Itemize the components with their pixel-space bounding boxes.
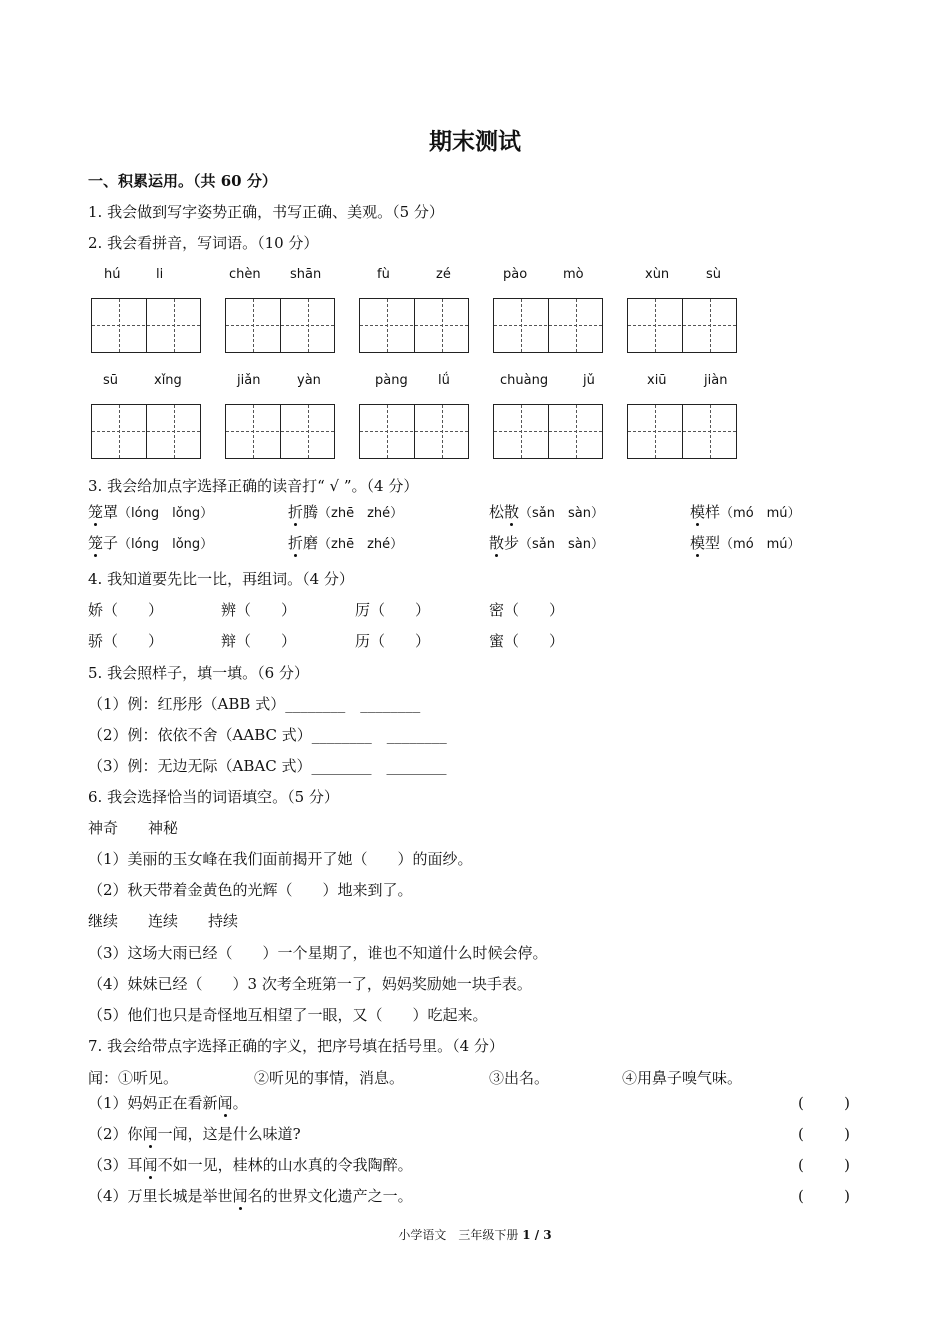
- answer-parentheses[interactable]: ( ): [798, 1156, 850, 1174]
- compare-item: 历（ ）: [355, 632, 431, 650]
- writing-grid[interactable]: [627, 298, 737, 353]
- writing-grid[interactable]: [359, 298, 469, 353]
- writing-grid[interactable]: [359, 404, 469, 459]
- meaning-item: ②听见的事情，消息。: [254, 1069, 405, 1087]
- pinyin: shān: [290, 267, 322, 282]
- answer-parentheses[interactable]: ( ): [798, 1094, 850, 1112]
- pinyin: sù: [706, 267, 722, 282]
- pronunciation-item: 笼子（lóng lǒng）: [88, 534, 214, 552]
- compare-item: 蜜（ ）: [489, 632, 565, 650]
- compare-item: 厉（ ）: [355, 601, 431, 619]
- pattern-item: （1）例：红彤彤（ABB 式）________ ________: [88, 695, 421, 713]
- pinyin: jǔ: [583, 373, 595, 388]
- question-3: 3. 我会给加点字选择正确的读音打“ √ ”。（4 分）: [88, 477, 419, 495]
- pronunciation-item: 松散（sǎn sàn）: [489, 503, 604, 521]
- page-footer: 小学语文 三年级下册 1 / 3: [398, 1228, 552, 1242]
- section-heading: 一、积累运用。（共 60 分）: [88, 172, 277, 190]
- pinyin: hú: [104, 267, 121, 282]
- pinyin: lǘ: [438, 373, 450, 388]
- pronunciation-item: 散步（sǎn sàn）: [489, 534, 604, 552]
- writing-grid[interactable]: [225, 404, 335, 459]
- pronunciation-item: 折腾（zhē zhé）: [288, 503, 404, 521]
- pinyin: jiàn: [704, 373, 728, 388]
- compare-item: 骄（ ）: [88, 632, 164, 650]
- pinyin: chuàng: [500, 373, 549, 388]
- question-6: 6. 我会选择恰当的词语填空。（5 分）: [88, 788, 339, 806]
- writing-grid[interactable]: [627, 404, 737, 459]
- compare-item: 娇（ ）: [88, 601, 164, 619]
- pinyin: pào: [503, 267, 528, 282]
- writing-grid[interactable]: [493, 298, 603, 353]
- compare-item: 辨（ ）: [221, 601, 297, 619]
- compare-item: 辩（ ）: [221, 632, 297, 650]
- writing-grid[interactable]: [493, 404, 603, 459]
- word-options: 继续 连续 持续: [88, 912, 239, 930]
- pinyin: jiǎn: [237, 373, 261, 388]
- meaning-question: （3）耳闻不如一见，桂林的山水真的令我陶醉。: [88, 1156, 413, 1174]
- meaning-item: 闻：①听见。: [88, 1069, 179, 1087]
- pronunciation-item: 笼罩（lóng lǒng）: [88, 503, 214, 521]
- pinyin: xùn: [645, 267, 670, 282]
- pronunciation-item: 折磨（zhē zhé）: [288, 534, 404, 552]
- meaning-item: ④用鼻子嗅气味。: [622, 1069, 743, 1087]
- pinyin: xǐng: [154, 373, 182, 388]
- question-4: 4. 我知道要先比一比，再组词。（4 分）: [88, 570, 354, 588]
- meaning-question: （1）妈妈正在看新闻。: [88, 1094, 248, 1112]
- answer-parentheses[interactable]: ( ): [798, 1125, 850, 1143]
- writing-grid[interactable]: [91, 404, 201, 459]
- pinyin: yàn: [297, 373, 321, 388]
- pinyin: sū: [103, 373, 119, 388]
- compare-item: 密（ ）: [489, 601, 565, 619]
- fill-item: （2）秋天带着金黄色的光辉（ ）地来到了。: [88, 881, 413, 899]
- fill-item: （4）妹妹已经（ ）3 次考全班第一了，妈妈奖励她一块手表。: [88, 975, 532, 993]
- page-title: 期末测试: [429, 128, 521, 155]
- meaning-question: （4）万里长城是举世闻名的世界文化遗产之一。: [88, 1187, 413, 1205]
- pronunciation-item: 模样（mó mú）: [690, 503, 801, 521]
- writing-grid[interactable]: [225, 298, 335, 353]
- question-7: 7. 我会给带点字选择正确的字义，把序号填在括号里。（4 分）: [88, 1037, 504, 1055]
- fill-item: （3）这场大雨已经（ ）一个星期了，谁也不知道什么时候会停。: [88, 944, 548, 962]
- pinyin: chèn: [229, 267, 261, 282]
- fill-item: （1）美丽的玉女峰在我们面前揭开了她（ ）的面纱。: [88, 850, 473, 868]
- pattern-item: （3）例：无边无际（ABAC 式）________ ________: [88, 757, 447, 775]
- meaning-item: ③出名。: [489, 1069, 550, 1087]
- pinyin: zé: [436, 267, 451, 282]
- writing-grid[interactable]: [91, 298, 201, 353]
- question-1: 1. 我会做到写字姿势正确，书写正确、美观。（5 分）: [88, 203, 444, 221]
- pattern-item: （2）例：依依不舍（AABC 式）________ ________: [88, 726, 447, 744]
- pinyin: fù: [377, 267, 390, 282]
- word-options: 神奇 神秘: [88, 819, 179, 837]
- pronunciation-item: 模型（mó mú）: [690, 534, 801, 552]
- fill-item: （5）他们也只是奇怪地互相望了一眼，又（ ）吃起来。: [88, 1006, 488, 1024]
- pinyin: pàng: [375, 373, 408, 388]
- answer-parentheses[interactable]: ( ): [798, 1187, 850, 1205]
- pinyin: mò: [563, 267, 584, 282]
- meaning-question: （2）你闻一闻，这是什么味道?: [88, 1125, 301, 1143]
- pinyin: xiū: [647, 373, 667, 388]
- pinyin: li: [156, 267, 164, 282]
- question-2: 2. 我会看拼音，写词语。（10 分）: [88, 234, 319, 252]
- question-5: 5. 我会照样子，填一填。（6 分）: [88, 664, 309, 682]
